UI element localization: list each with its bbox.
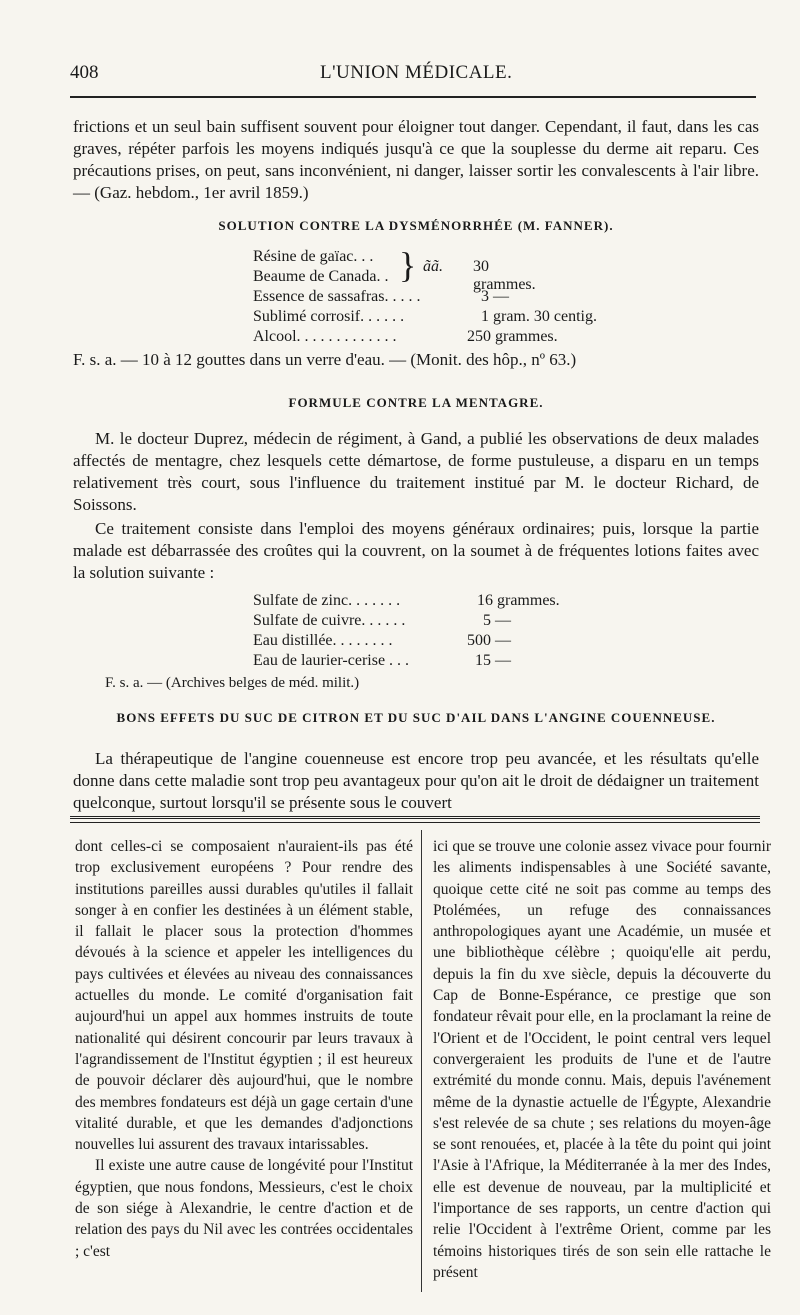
brace-glyph: } [399, 245, 417, 285]
feuilleton-right-column [433, 836, 771, 1283]
mentagre-paragraph-1: M. le docteur Duprez, médecin de régiment, à Gand, a publié les observations de deux malades affectés de mentagre, chez lesquels cette démartose, de forme pustuleuse, a disparu en un temps relativement très court, sous l'influence du traitement institué par M. le docteur Richard, de Soissons. [73, 429, 759, 514]
ingredient-name: Résine de gaïac. . . [253, 248, 374, 265]
feuilleton-right-paragraph-1: ici que se trouve une colonie assez vivace pour fournir les aliments indispensables à une Société savante, quoique cette cité ne soit pas comme au temps des Ptolémées, un refuge des connaissances anthropologiques ayant une Académie, un musée et une bibliothèque célèbre ; quoiqu'elle ait perdu, depuis la fin du xve siècle, depuis la découverte du Cap de Bonne-Espérance, ce prestige que son fondateur rêvait pour elle, en la proclamant la reine de l'Orient et de l'Occident, le point central vers lequel convergeraient les produits de l'une et de l'autre extrémité du monde connu. Mais, depuis l'avénement même de la dynastie actuelle de l'Égypte, Alexandrie s'est relevée de sa chute ; ses relations du moyen-âge se sont renouées, et, placée à la tête du point qui joint l'Asie à l'Afrique, la Méditerranée à la mer des Indes, elle est devenue de nouveau, par la multiplicité et l'importance de ses rapports, un centre d'action qui relie l'Occident à l'extrême Orient, comme par les témoins historiques tirés de son sein elle rattache le présent [433, 838, 771, 1281]
section-title-mentagre: FORMULE CONTRE LA MENTAGRE. [288, 395, 544, 410]
ingredient-name: Essence de sassafras. . . . . [253, 288, 421, 305]
section-title-angine: BONS EFFETS DU SUC DE CITRON ET DU SUC D'AIL DANS L'ANGINE COUENNEUSE. [116, 710, 716, 725]
feuilleton-left-paragraph-1: dont celles-ci se composaient n'auraient-ils pas été trop exclusivement européens ? Pour rendre des institutions pareilles aussi durables qu'utiles il fallait songer à en confier les destinées à un élément stable, il fallait le placer sous la protection d'hommes dévoués à la science et appeler les intelligences du pays cultivées et élevées au niveau des connaissances actuelles du monde. Le comité d'organisation fait aujourd'hui un appel aux hommes instruits de toute nationalité qui désirent concourir par leurs travaux à l'agrandissement de l'Institut égyptien ; il est heureux de pouvoir déclarer dès aujourd'hui, que le nombre des membres fondateurs est déjà un gage certain d'une vitalité durable, et que les demandes d'adjonctions nouvelles lui assurent des travaux intarissables. [75, 838, 413, 1154]
fsa-dysmenorrhee: F. s. a. — 10 à 12 gouttes dans un verre d'eau. — (Monit. des hôp., nº 63.) [73, 350, 577, 369]
ingredient-name: Sulfate de zinc. . . . . . . [253, 592, 401, 609]
ingredient-name: Eau distillée. . . . . . . . [253, 632, 393, 649]
ingredient-qty: 16 grammes. [477, 592, 560, 609]
ingredient-qty: 500 — [467, 632, 511, 649]
mentagre-paragraph-2: Ce traitement consiste dans l'emploi des moyens généraux ordinaires; puis, lorsque la partie malade est débarrassée des croûtes qui la couvrent, on la soumet à de fréquentes lotions faites avec la solution suivante : [73, 519, 759, 582]
section-title-dysmenorrhee: SOLUTION CONTRE LA DYSMÉNORRHÉE (M. FANNER). [218, 218, 614, 233]
ingredient-qty: 5 — [483, 612, 511, 629]
fsa-mentagre: F. s. a. — (Archives belges de méd. milit.) [105, 675, 360, 691]
page-header [70, 62, 760, 88]
ingredient-qty: 1 gram. 30 centig. [481, 308, 597, 325]
mentagre-text [73, 428, 759, 584]
feuilleton-left-paragraph-2: Il existe une autre cause de longévité pour l'Institut égyptien, que nous fondons, Messieurs, c'est le choix de son siége à Alexandrie, le centre d'action et de relation des pays du Nil avec les contrées occidentales ; c'est [75, 1157, 413, 1260]
header-rule [70, 96, 756, 98]
angine-paragraph: La thérapeutique de l'angine couenneuse est encore trop peu avancée, et les résultats qu'elle donne dans cette maladie sont trop peu avantageux pour qu'on ait le droit de dédaigner un traitement quelconque, surtout lorsqu'il se présente sous le couvert [73, 749, 759, 812]
ingredient-name: Eau de laurier-cerise . . . [253, 652, 410, 669]
feuilleton-rule-thin [70, 822, 760, 823]
ingredient-name: Alcool. . . . . . . . . . . . . [253, 328, 397, 345]
running-head: L'UNION MÉDICALE. [320, 62, 513, 83]
ingredient-qty: 3 — [481, 288, 509, 305]
ingredient-name: Sublimé corrosif. . . . . . [253, 308, 405, 325]
ingredient-qty: 15 — [475, 652, 511, 669]
ingredient-qty: 30 grammes. [473, 258, 536, 293]
ingredient-qty: 250 grammes. [467, 328, 558, 345]
page-number: 408 [70, 62, 99, 83]
column-separator [421, 830, 422, 1292]
ana-abbrev: ãã. [423, 258, 443, 275]
intro-paragraph: frictions et un seul bain suffisent souvent pour éloigner tout danger. Cependant, il faut, dans les cas graves, répéter parfois les moyens indiqués jusqu'à ce que la souplesse du derme ait reparu. Ces précautions prises, on peut, sans inconvénient, ni danger, laisser sortir les convalescents à l'air libre. — (Gaz. hebdom., 1er avril 1859.) [73, 117, 759, 202]
ingredient-name: Sulfate de cuivre. . . . . . [253, 612, 406, 629]
ingredient-name: Beaume de Canada. . [253, 268, 389, 285]
feuilleton-rule [70, 816, 760, 819]
feuilleton-left-column [75, 836, 413, 1262]
